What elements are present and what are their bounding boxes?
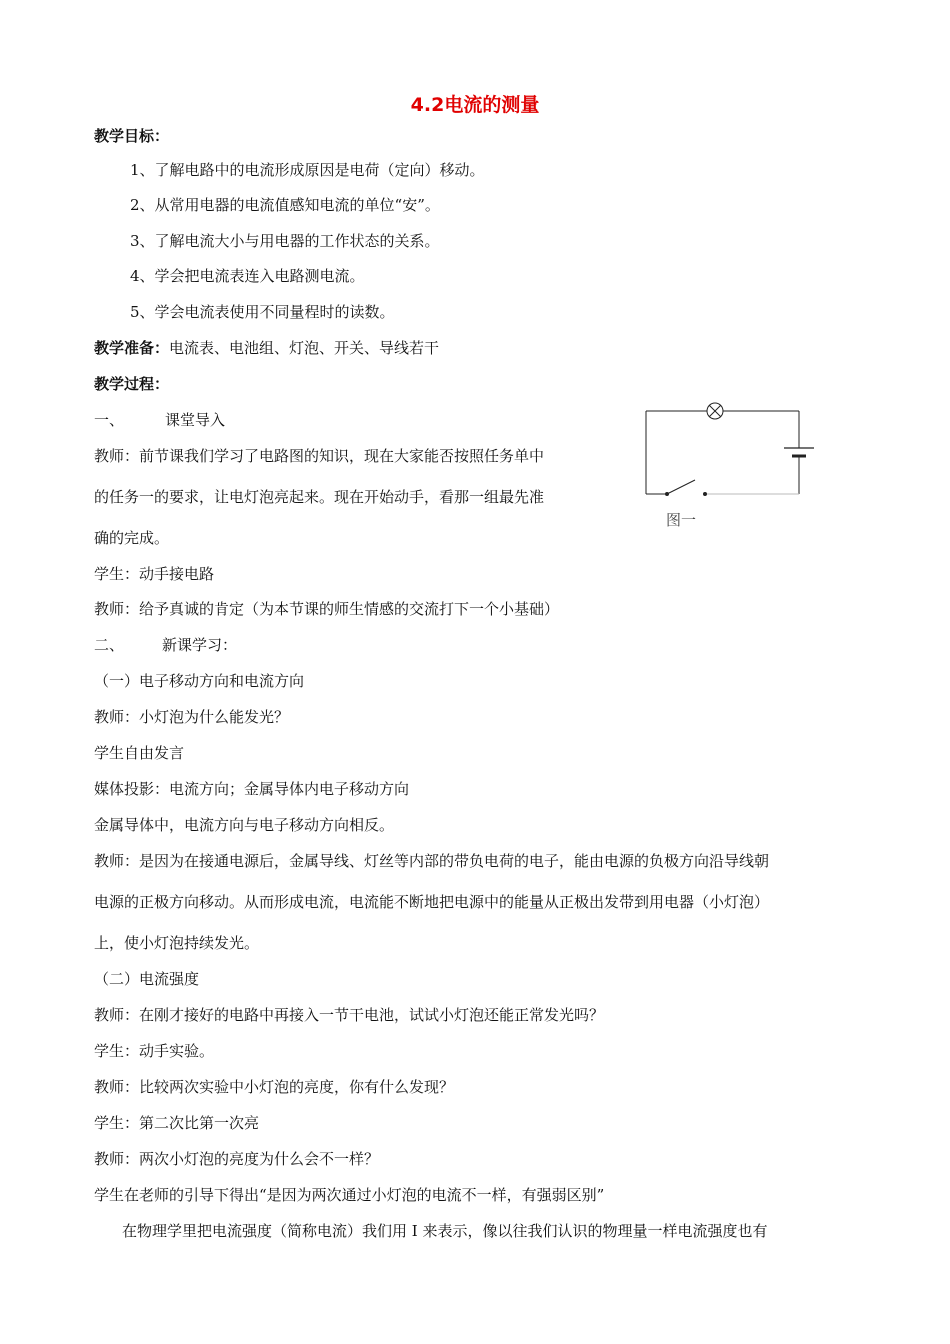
subsection-heading: （一）电子移动方向和电流方向: [94, 672, 305, 690]
objective-item: 4、学会把电流表连入电路测电流。: [130, 267, 365, 285]
paragraph: 上，使小灯泡持续发光。: [94, 934, 260, 952]
paragraph: 教师：给予真诚的肯定（为本节课的师生情感的交流打下一个小基础）: [94, 600, 560, 618]
paragraph: 教师：是因为在接通电源后，金属导线、灯丝等内部的带负电荷的电子，能由电源的负极方向沿导线朝: [94, 852, 770, 870]
section-2-number: 二、: [94, 636, 125, 654]
objective-item: 3、了解电流大小与用电器的工作状态的关系。: [130, 232, 440, 250]
paragraph: 电源的正极方向移动。从而形成电流，电流能不断地把电源中的能量从正极出发带到用电器（小灯泡）: [94, 893, 770, 911]
objective-item: 5、学会电流表使用不同量程时的读数。: [130, 303, 395, 321]
subsection-heading: （二）电流强度: [94, 970, 200, 988]
preparation-line: [94, 338, 439, 358]
battery-icon: [784, 448, 814, 456]
paragraph: 学生自由发言: [94, 744, 185, 762]
paragraph: 在物理学里把电流强度（简称电流）我们用 I 来表示，像以往我们认识的物理量一样电流强度也有: [122, 1222, 768, 1240]
figure-caption: 图一: [666, 511, 697, 529]
paragraph: 媒体投影：电流方向；金属导体内电子移动方向: [94, 780, 410, 798]
paragraph: 确的完成。: [94, 529, 170, 547]
paragraph: 教师：比较两次实验中小灯泡的亮度，你有什么发现？: [94, 1078, 455, 1096]
preparation-heading: 教学准备：: [94, 339, 170, 357]
paragraph: 学生：动手接电路: [94, 565, 215, 583]
page-title: 4.2电流的测量: [410, 94, 540, 116]
paragraph: 金属导体中，电流方向与电子移动方向相反。: [94, 816, 395, 834]
preparation-text: 电流表、电池组、灯泡、开关、导线若干: [169, 339, 440, 357]
paragraph: 的任务一的要求，让电灯泡亮起来。现在开始动手，看那一组最先准: [94, 488, 545, 506]
process-heading: 教学过程：: [94, 375, 170, 393]
paragraph: 学生：第二次比第一次亮: [94, 1114, 260, 1132]
objective-item: 1、了解电路中的电流形成原因是电荷（定向）移动。: [130, 161, 485, 179]
section-2-title: 新课学习：: [162, 636, 238, 654]
paragraph: 教师：两次小灯泡的亮度为什么会不一样？: [94, 1150, 380, 1168]
bulb-icon: [707, 403, 723, 419]
objectives-heading: 教学目标：: [94, 127, 170, 145]
paragraph: 教师：小灯泡为什么能发光？: [94, 708, 290, 726]
objective-item: 2、从常用电器的电流值感知电流的单位“安”。: [130, 196, 440, 214]
paragraph: 教师：在刚才接好的电路中再接入一节干电池，试试小灯泡还能正常发光吗？: [94, 1006, 605, 1024]
section-1-title: 课堂导入: [165, 411, 226, 429]
paragraph: 学生：动手实验。: [94, 1042, 215, 1060]
switch-icon: [665, 480, 707, 496]
paragraph: 教师：前节课我们学习了电路图的知识，现在大家能否按照任务单中: [94, 447, 545, 465]
paragraph: 学生在老师的引导下得出“是因为两次通过小灯泡的电流不一样，有强弱区别”: [94, 1186, 605, 1204]
section-1-number: 一、: [94, 411, 125, 429]
circuit-diagram: [635, 395, 825, 535]
